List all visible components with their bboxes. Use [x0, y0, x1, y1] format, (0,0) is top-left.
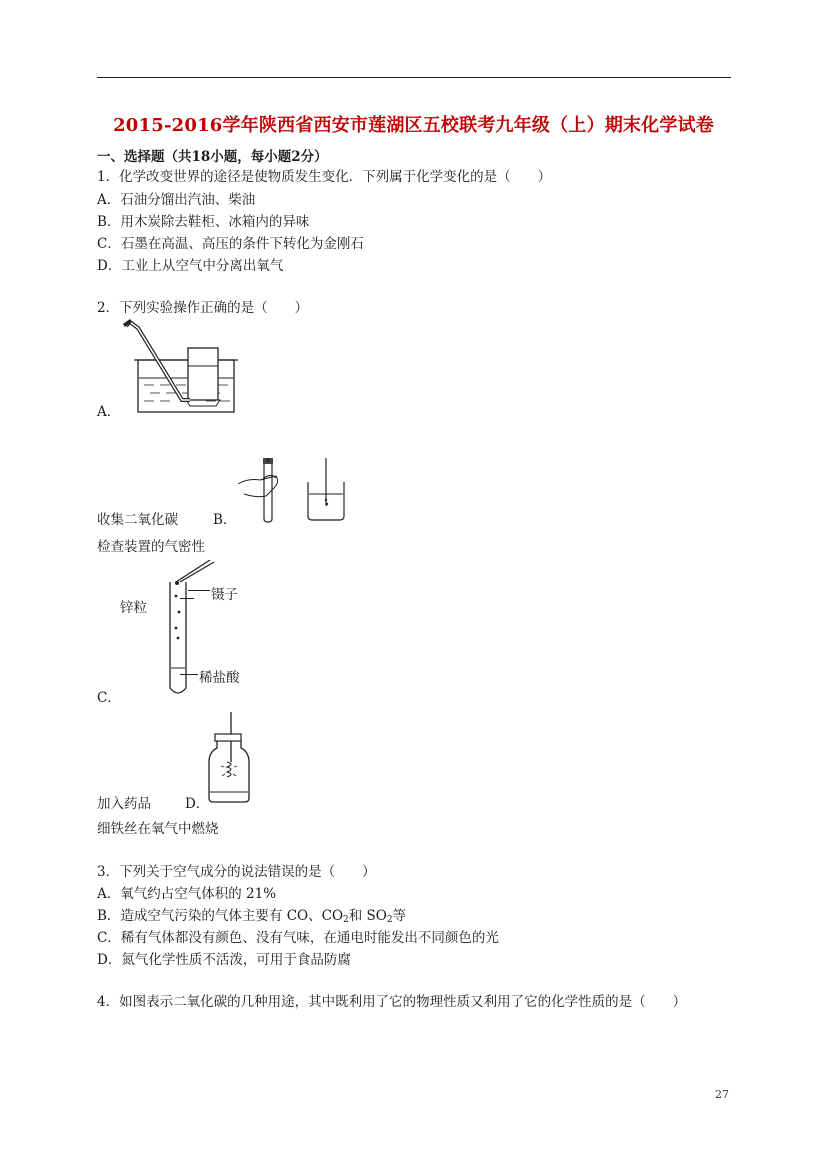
figure-d-iron-wire-combustion: [205, 712, 253, 804]
q3-stem: 3．下列关于空气成分的说法错误的是（ ）: [97, 864, 376, 880]
q2-option-b-letter: B．: [213, 512, 237, 528]
q3-option-a: A．氧气约占空气体积的 21%: [97, 886, 277, 902]
exam-title: 2015-2016学年陕西省西安市莲湖区五校联考九年级（上）期末化学试卷: [113, 115, 714, 136]
q1-option-a: A．石油分馏出汽油、柴油: [97, 192, 256, 208]
q2-option-a-caption: 收集二氧化碳: [97, 512, 178, 528]
q1-option-b: B．用木炭除去鞋柜、冰箱内的异味: [97, 214, 310, 230]
q2-option-a-letter: A．: [97, 404, 121, 420]
page-number: 27: [715, 1088, 729, 1101]
q1-option-d: D．工业上从空气中分离出氧气: [97, 258, 284, 274]
q2-option-b-caption: 检查装置的气密性: [97, 539, 205, 555]
q3-option-d: D．氮气化学性质不活泼，可用于食品防腐: [97, 952, 351, 968]
figure-a-gas-collection: [120, 318, 240, 418]
q2-option-d-letter: D．: [185, 796, 210, 812]
q2-c-label-tweezers: 镊子: [211, 587, 238, 603]
q3-option-b: B．造成空气污染的气体主要有 CO、$CO_2$和 $SO_2$等: [97, 908, 407, 925]
q2-c-label-acid: 稀盐酸: [199, 670, 240, 686]
q2-option-c-letter: C．: [97, 690, 121, 706]
q4-stem: 4．如图表示二氧化碳的几种用途，其中既利用了它的物理性质又利用了它的化学性质的是（ ）: [97, 994, 687, 1010]
q1-option-c: C．石墨在高温、高压的条件下转化为金刚石: [97, 236, 364, 252]
figure-b-airtightness-check: [236, 458, 366, 523]
q1-stem: 1．化学改变世界的途径是使物质发生变化．下列属于化学变化的是（ ）: [97, 169, 552, 185]
header-rule: [97, 77, 731, 78]
section-heading: 一、选择题（共18小题，每小题2分）: [97, 149, 328, 165]
q2-c-label-zinc: 锌粒: [120, 600, 147, 616]
q2-option-c-caption: 加入药品: [97, 796, 151, 812]
q3-option-c: C．稀有气体都没有颜色、没有气味，在通电时能发出不同颜色的光: [97, 930, 499, 946]
q2-option-d-caption: 细铁丝在氧气中燃烧: [97, 821, 219, 837]
q2-stem: 2．下列实验操作正确的是（ ）: [97, 300, 309, 316]
